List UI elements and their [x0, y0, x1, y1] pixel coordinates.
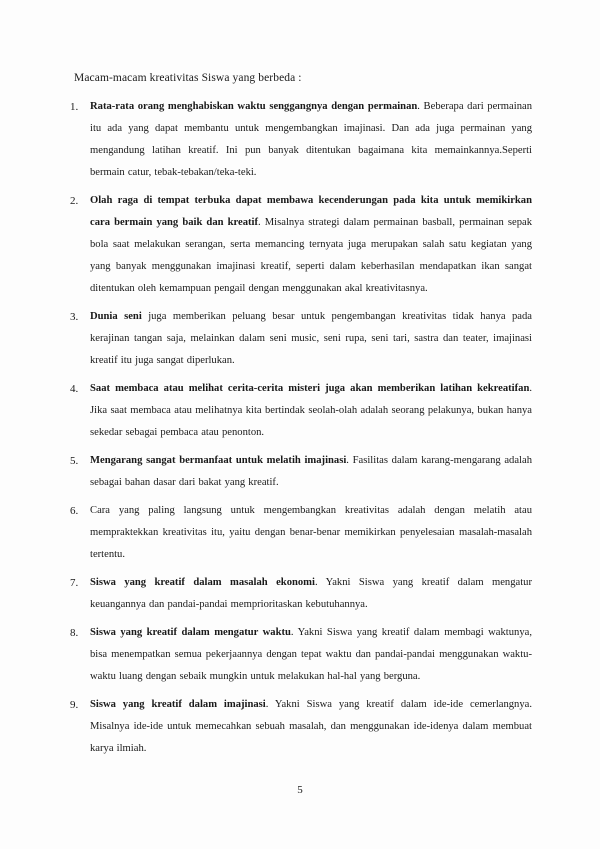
item-text — [90, 500, 532, 566]
item-text — [90, 622, 532, 688]
item-text — [90, 572, 532, 616]
item-number: 9. — [70, 699, 79, 711]
list-item — [70, 190, 532, 300]
item-text — [90, 450, 532, 494]
item-number: 7. — [70, 577, 79, 589]
item-body: . Yakni Siswa yang kreatif dalam membagi waktunya, bisa menempatkan semua pekerjaannya dengan tepat waktu dan pandai-pandai menggunakan waktu-waktu luang dengan sebaik mungkin untuk melakukan hal-hal yang berguna. — [90, 627, 532, 682]
list-item — [70, 694, 532, 760]
item-body: . Yakni Siswa yang kreatif dalam mengatur keuangannya dan pandai-pandai memprioritaskan kebutuhannya. — [90, 577, 532, 610]
item-number: 1. — [70, 101, 79, 113]
intro-text: Macam-macam kreativitas Siswa yang berbeda : — [74, 72, 302, 84]
list-item — [70, 96, 532, 184]
item-heading: Dunia seni — [90, 311, 142, 322]
item-heading: Mengarang sangat bermanfaat untuk melatih imajinasi — [90, 455, 347, 466]
item-heading: Rata-rata orang menghabiskan waktu senggangnya dengan permainan — [90, 101, 418, 112]
item-heading: Siswa yang kreatif dalam imajinasi — [90, 699, 266, 710]
item-heading: Olah raga di tempat terbuka dapat membawa kecenderungan pada kita untuk memikirkan cara bermain yang baik dan kreatif — [90, 195, 532, 228]
item-heading: Saat membaca atau melihat cerita-cerita misteri juga akan memberikan latihan kekreatifan — [90, 383, 530, 394]
item-number: 3. — [70, 311, 79, 323]
item-body: Cara yang paling langsung untuk mengembangkan kreativitas adalah dengan melatih atau mempraktekkan kreativitas itu, yaitu dengan benar-benar memikirkan penyelesaian masalah-masalah tertentu. — [90, 505, 532, 560]
item-text — [90, 306, 532, 372]
item-body: . Jika saat membaca atau melihatnya kita bertindak seolah-olah adalah seorang pelakunya, bukan hanya sekedar sebagai pembaca atau penonton. — [90, 383, 532, 438]
item-body: juga memberikan peluang besar untuk pengembangan kreativitas tidak hanya pada kerajinan tangan saja, melainkan dalam seni music, seni rupa, seni tari, sastra dan teater, imajinasi kreatif itu juga sangat diperlukan. — [90, 311, 532, 366]
item-text — [90, 190, 532, 300]
item-text — [90, 378, 532, 444]
item-heading: Siswa yang kreatif dalam masalah ekonomi — [90, 577, 315, 588]
list-item — [70, 378, 532, 444]
list-item — [70, 306, 532, 372]
item-body: . Misalnya strategi dalam permainan basball, permainan sepak bola saat melakukan serangan, serta memancing ternyata juga merupakan salah satu kegiatan yang yang banyak menggunakan imajinasi kreatif, seperti dalam keberhasilan mendapatkan ikan sangat ditentukan oleh kemampuan pengail dengan menggunakan akal kreativitasnya. — [90, 217, 533, 294]
item-body: . Fasilitas dalam karang-mengarang adalah sebagai bahan dasar dari bakat yang kreatif. — [90, 455, 533, 488]
creativity-list — [70, 96, 532, 766]
item-text — [90, 96, 532, 184]
item-number: 6. — [70, 505, 79, 517]
list-item — [70, 450, 532, 494]
page-number: 5 — [297, 784, 303, 796]
item-body: . Yakni Siswa yang kreatif dalam ide-ide cemerlangnya. Misalnya ide-ide untuk memecahkan sebuah masalah, dan menggunakan ide-idenya dalam membuat karya ilmiah. — [90, 699, 532, 754]
item-number: 4. — [70, 383, 79, 395]
list-item — [70, 622, 532, 688]
item-number: 5. — [70, 455, 79, 467]
item-number: 8. — [70, 627, 79, 639]
item-heading: Siswa yang kreatif dalam mengatur waktu — [90, 627, 291, 638]
item-number: 2. — [70, 195, 79, 207]
item-text — [90, 694, 532, 760]
item-body: . Beberapa dari permainan itu ada yang dapat membantu untuk mengembangkan imajinasi. Dan ada juga permainan yang mengandung latihan kreatif. Ini pun banyak ditentukan bagaimana kita memainkannya.Seperti bermain catur, tebak-tebakan/teka-teki. — [90, 101, 532, 178]
list-item — [70, 500, 532, 566]
list-item — [70, 572, 532, 616]
